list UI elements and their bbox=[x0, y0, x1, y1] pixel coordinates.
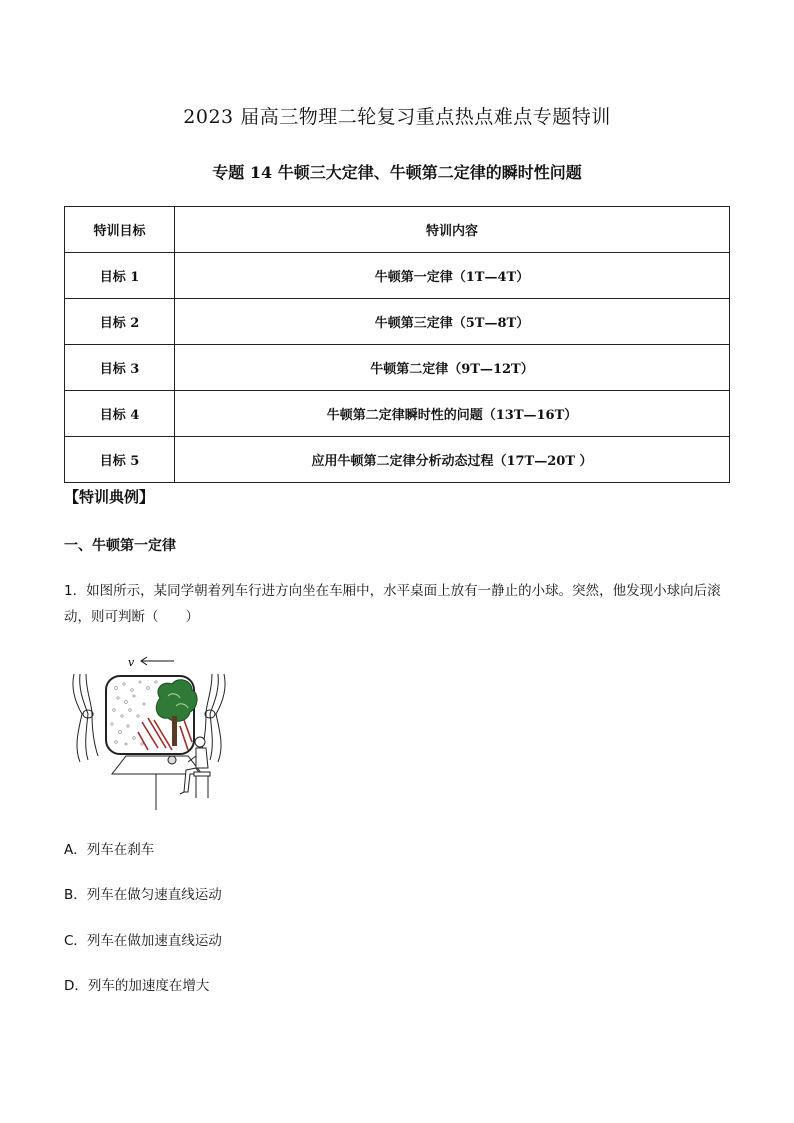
table-cell-target: 目标 5 bbox=[65, 437, 175, 483]
question-1-text: 1．如图所示，某同学朝着列车行进方向坐在车厢中，水平桌面上放有一静止的小球。突然，他发现小球向后滚动，则可判断（ ） bbox=[64, 583, 721, 625]
option-b: B．列车在做匀速直线运动 bbox=[64, 887, 222, 903]
table-cell-target: 目标 4 bbox=[65, 391, 175, 437]
velocity-arrow-icon bbox=[141, 657, 174, 665]
training-targets-table bbox=[64, 206, 730, 483]
table-row bbox=[65, 391, 730, 437]
table-cell-target: 目标 3 bbox=[65, 345, 175, 391]
table-header-cell: 特训内容 bbox=[175, 207, 730, 253]
table-row bbox=[65, 299, 730, 345]
table-cell-content: 牛顿第二定律（9T—12T） bbox=[175, 345, 730, 391]
table-row bbox=[65, 253, 730, 299]
table-cell-target: 目标 2 bbox=[65, 299, 175, 345]
table-cell-content: 牛顿第三定律（5T—8T） bbox=[175, 299, 730, 345]
option-a: A．列车在刹车 bbox=[64, 842, 155, 858]
table-cell-content: 牛顿第二定律瞬时性的问题（13T—16T） bbox=[175, 391, 730, 437]
table-header-row bbox=[65, 207, 730, 253]
topic-subtitle: 专题 14 牛顿三大定律、牛顿第二定律的瞬时性问题 bbox=[212, 163, 582, 182]
document-title: 2023 届高三物理二轮复习重点热点难点专题特训 bbox=[183, 106, 611, 128]
option-d: D．列车的加速度在增大 bbox=[64, 978, 210, 994]
table-cell-content: 应用牛顿第二定律分析动态过程（17T—20T ） bbox=[175, 437, 730, 483]
velocity-label: v bbox=[128, 656, 135, 669]
train-window-figure bbox=[68, 652, 230, 812]
section-heading: 【特训典例】 bbox=[64, 488, 155, 506]
table-row bbox=[65, 437, 730, 483]
left-curtain-icon bbox=[73, 674, 98, 762]
table-cell-target: 目标 1 bbox=[65, 253, 175, 299]
table-cell-content: 牛顿第一定律（1T—4T） bbox=[175, 253, 730, 299]
option-c: C．列车在做加速直线运动 bbox=[64, 933, 222, 949]
table-row bbox=[65, 345, 730, 391]
part-heading: 一、牛顿第一定律 bbox=[64, 538, 176, 554]
ball-icon bbox=[168, 756, 176, 764]
table-header-cell: 特训目标 bbox=[65, 207, 175, 253]
